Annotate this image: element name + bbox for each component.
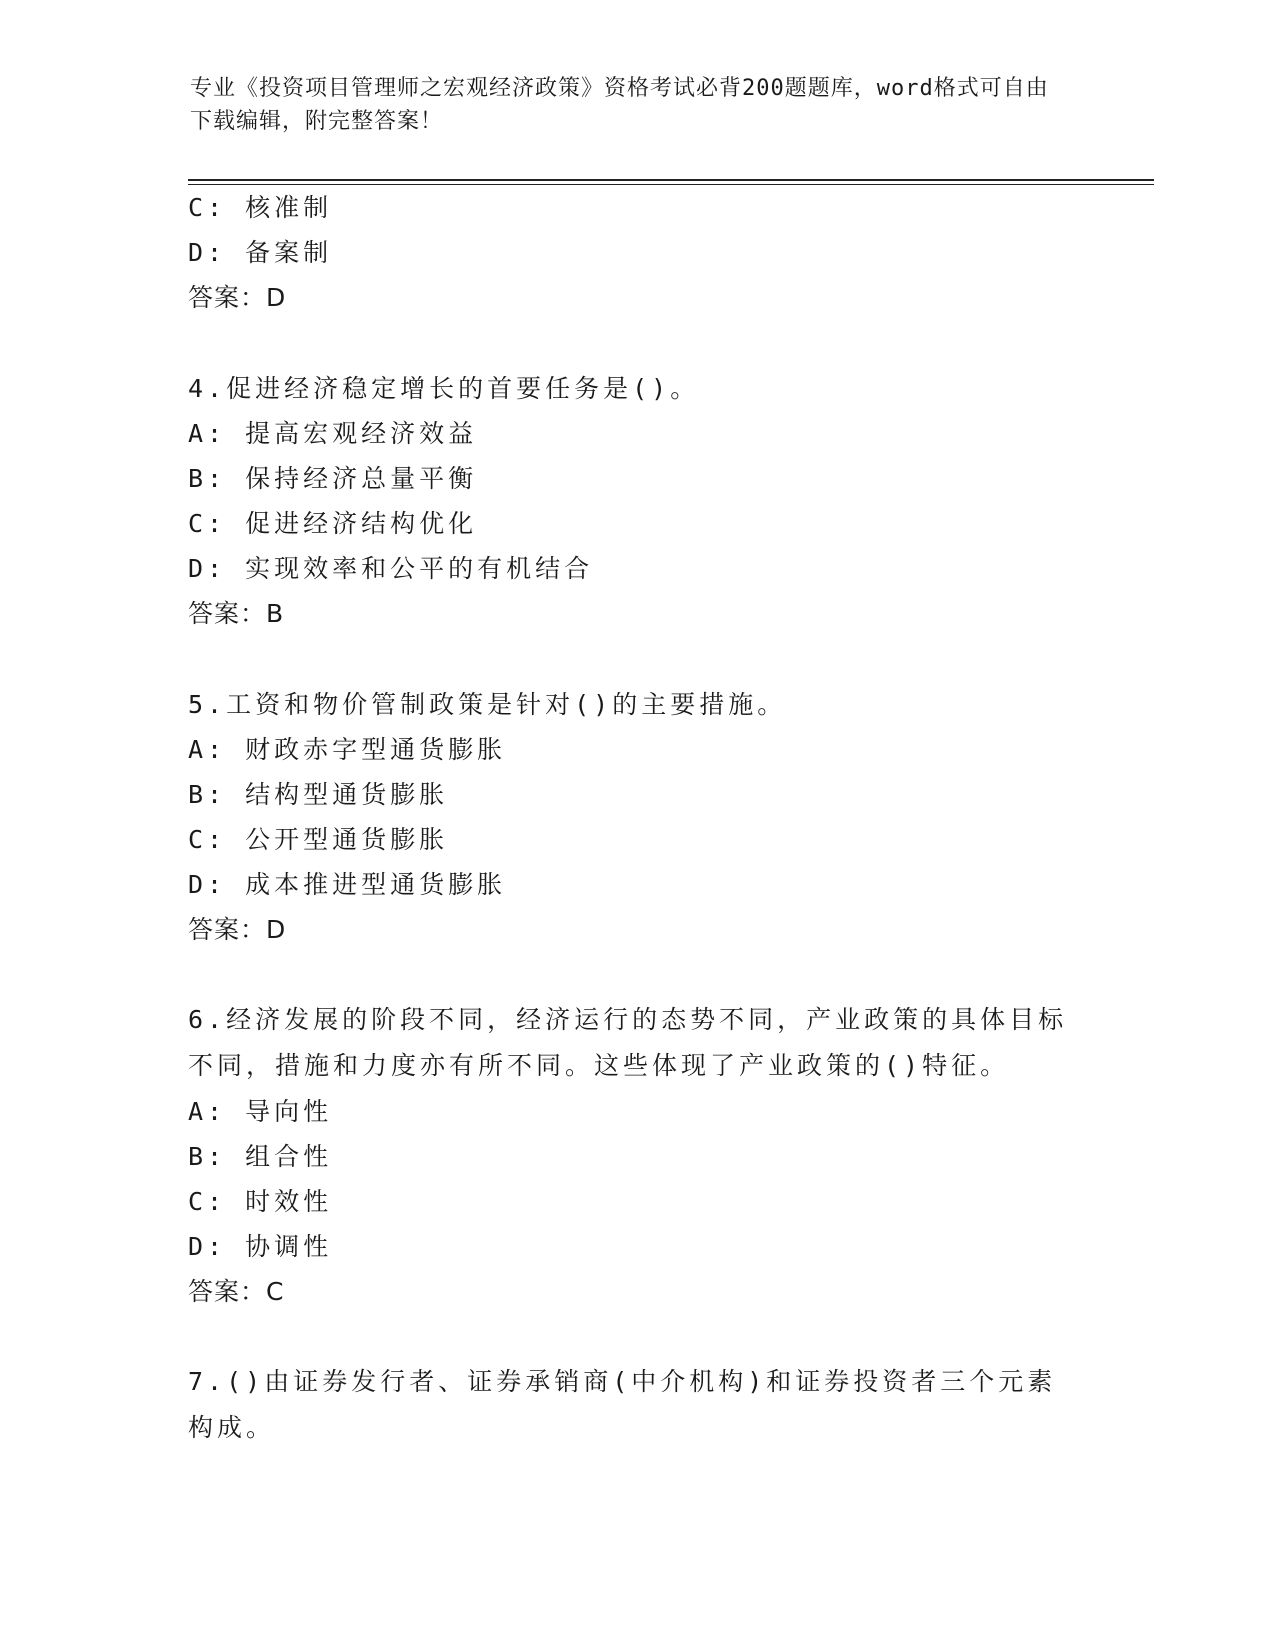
q3-option-d: D: 备案制	[188, 238, 333, 267]
q5-option-b: B: 结构型通货膨胀	[188, 780, 449, 809]
header-rule-thin	[188, 184, 1154, 185]
document-header: 专业《投资项目管理师之宏观经济政策》资格考试必背200题题库，word格式可自由下载编辑，附完整答案！	[190, 76, 1049, 134]
q6-option-a: A: 导向性	[188, 1097, 333, 1126]
q5-question: 5.工资和物价管制政策是针对()的主要措施。	[188, 690, 787, 719]
q5-option-a: A: 财政赤字型通货膨胀	[188, 735, 507, 764]
q6-option-d: D: 协调性	[188, 1232, 333, 1261]
q4-answer: 答案：B	[188, 599, 285, 628]
q4-option-d: D: 实现效率和公平的有机结合	[188, 554, 594, 583]
q4-option-b: B: 保持经济总量平衡	[188, 464, 478, 493]
q4-question: 4.促进经济稳定增长的首要任务是()。	[188, 374, 700, 403]
q6-answer: 答案：C	[188, 1277, 285, 1306]
q7-question: 7.()由证券发行者、证券承销商(中介机构)和证券投资者三个元素构成。	[188, 1367, 1057, 1442]
q5-answer: 答案：D	[188, 915, 287, 944]
header-rule-thick	[188, 179, 1154, 181]
q3-option-c: C: 核准制	[188, 193, 333, 222]
q5-option-c: C: 公开型通货膨胀	[188, 825, 449, 854]
q6-option-b: B: 组合性	[188, 1142, 333, 1171]
q3-answer: 答案：D	[188, 283, 287, 312]
q6-option-c: C: 时效性	[188, 1187, 333, 1216]
q5-option-d: D: 成本推进型通货膨胀	[188, 870, 507, 899]
q4-option-c: C: 促进经济结构优化	[188, 509, 478, 538]
q6-question: 6.经济发展的阶段不同，经济运行的态势不同，产业政策的具体目标不同，措施和力度亦有所不同。这些体现了产业政策的()特征。	[188, 1005, 1068, 1080]
q4-option-a: A: 提高宏观经济效益	[188, 419, 478, 448]
